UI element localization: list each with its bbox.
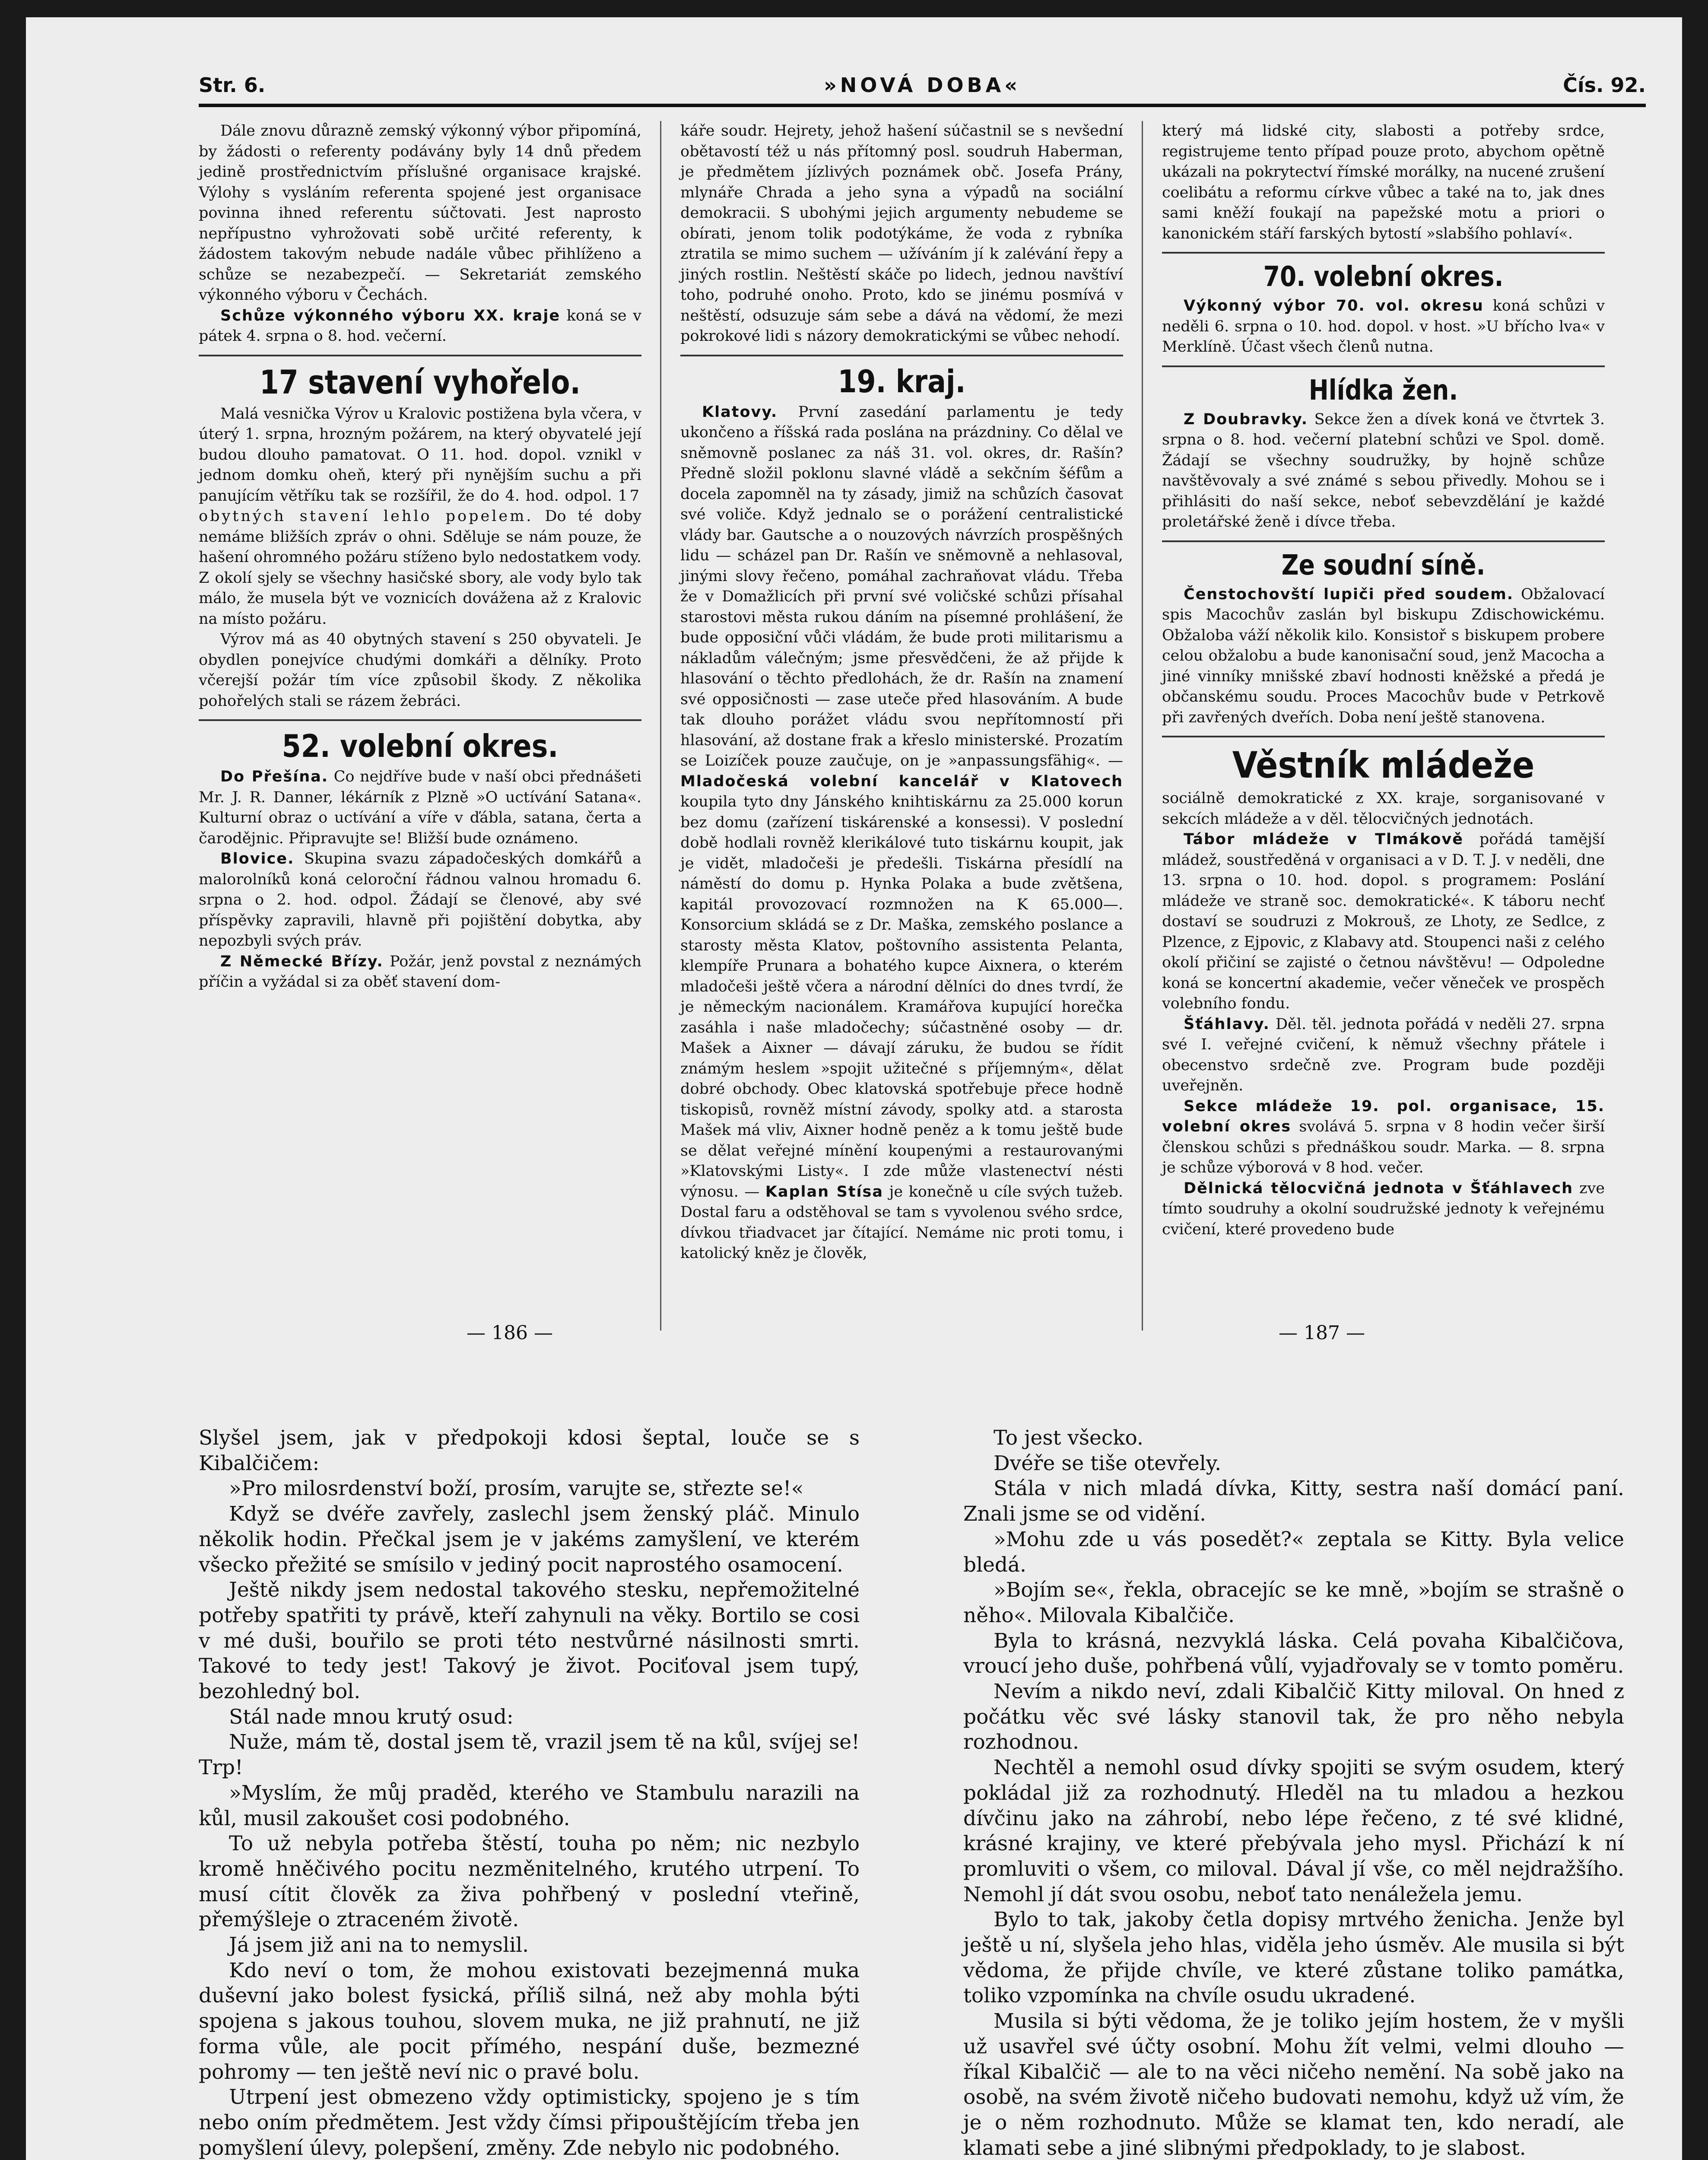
paragraph-text: je konečně u cíle svých tužeb. Dostal faru a odstěhoval se tam s vyvolenou svého srdce, dívkou třiadvacet jar čítající. Nemáme nic proti tomu, i katolický kněz je člověk,	[680, 1183, 1123, 1262]
bold-lead: Sekce mládeže 19. pol. organisace, 15. volební okres	[1162, 1097, 1605, 1135]
spaced-text: 17 obytných stavení lehlo popelem.	[199, 487, 641, 525]
paragraph-text: Děl. těl. jednota pořádá v neděli 27. srpna své I. veřejné cvičení, k němuž všechny přátele i obecenstvo srdečně zve. Program bude později uveřejněn.	[1162, 1015, 1605, 1094]
page-number-label: Str. 6.	[199, 73, 266, 97]
page-header	[199, 73, 1646, 107]
paragraph-text: zve tímto soudruhy a okolní soudružské jednoty k veřejnému cvičení, které provedeno bude	[1162, 1179, 1605, 1238]
bold-lead: Dělnická tělocvičná jednota v Šťáhlavech	[1184, 1179, 1574, 1197]
bold-lead: Z Doubravky.	[1184, 410, 1308, 428]
column-rule	[660, 121, 661, 1331]
story-paragraph: Utrpení jest obmezeno vždy optimisticky, spojeno je s tím nebo oním předmětem. Jest vždy čímsi připouštějícím třeba jen pomyšlení úlevy, polepšení, změny. Zde nebylo nic podobného.	[199, 2085, 860, 2160]
paragraph-text: Co nejdříve bude v naší obci přednášeti Mr. J. R. Danner, lékárník z Plzně »O uctívání Satana«. Kulturní obraz o uctívání a víře v ďábla, satana, čerta a čarodějnic. Připravujte se! Bližší bude oznámeno.	[199, 768, 641, 847]
bold-lead: Mladočeská volební kancelář v Klatovech	[680, 772, 1123, 790]
paragraph: který má lidské city, slabosti a potřeby srdce, registrujeme tento případ pouze proto, abychom opětně ukázali na pokrytectví římské morálky, na nucené zrušení coelibátu a reformu církve vůbec a také na to, jak dnes sami kněží foukají na papežské motu a priori o kanonickém stáří farských bytostí »slabšího pohlaví«.	[1162, 122, 1605, 242]
headline-vestnik-mladeze: Věstník mládeže	[1232, 744, 1535, 786]
paragraph-text: Do té doby nemáme bližších zpráv o ohni. Sděluje se nám pouze, že hašení ohromného požáru stíženo bylo nedostatkem vody. Z okolí sjely se všechny hasičské sbory, ale vody bylo tak málo, že musela být ve voznicích dovážena až z Kralovic na místo požáru.	[199, 508, 641, 628]
bold-lead: Schůze výkonného výboru XX. kraje	[220, 307, 561, 324]
story-paragraph: »Mohu zde u vás posedět?« zeptala se Kitty. Byla velice bledá.	[963, 1527, 1624, 1577]
story-paragraph: Nechtěl a nemohl osud dívky spojiti se svým osudem, který pokládal již za rozhodnutý. Hleděl na tu mladou a hezkou dívčinu jako na záhrobí, nebo lépe řečeno, z té své klidné, krásné krajiny, ve které přebývala jeho mysl. Přichází k ní promluviti o všem, co miloval. Dával jí vše, co měl nejdražšího. Nemohl jí dát svou osobu, neboť tato nenáležela jemu.	[963, 1756, 1624, 1906]
subheading: sociálně demokratické z XX. kraje, sorganisované v sekcích mládeže a v děl. tělocvičných jednotách.	[1162, 790, 1605, 828]
bold-lead: Blovice.	[220, 850, 295, 867]
story-column-right	[963, 1426, 1624, 2160]
paragraph-text: Malá vesnička Výrov u Kralovic postižena byla včera, v úterý 1. srpna, hrozným požárem, na který obyvatelé její budou dlouho pamatovat. O 11. hod. dopol. vznikl v jednom domku oheň, který při nynějším suchu a při panujícím větříku tak se rozšířil, že do 4. hod. odpol.	[199, 405, 641, 505]
story-paragraph: Bylo to tak, jakoby četla dopisy mrtvého ženicha. Jenže byl ještě u ní, slyšela jeho hlas, viděla jeho úsměv. Ale musila si být vědoma, že přijde chvíle, ve které zůstane toliko památka, toliko vzpomínka na chvíle osudu ukradené.	[963, 1908, 1624, 2008]
paragraph-text: Sekce žen a dívek koná ve čtvrtek 3. srpna o 8. hod. večerní platební schůzi ve Spol. domě. Žádají se všechny soudružky, by hojně schůze navštěvovaly a své známé s sebou přivedly. Mohou se i přihlásiti do naší sekce, neboť sebevzdělání je každé proletářské ženě i dívce třeba.	[1162, 410, 1605, 530]
bold-lead: Klatovy.	[702, 403, 778, 421]
divider	[1162, 365, 1605, 367]
column-1	[199, 121, 641, 993]
paragraph-text: koupila tyto dny Jánského knihtiskárnu za 25.000 korun bez domu (zařízení tiskárenské a konsessi). V poslední době hodlali rovněž klerikálové tuto tiskárnu koupit, jak je vidět, mladočeši je předešli. Tiskárna přesídlí na náměstí do domu p. Hynka Polaka a bude zvětšena, kapitál provozovací rozmnožen na K 65.000—. Konsorcium skládá se z Dr. Maška, zemského poslance a starosty města Klatov, poštovního assistenta Pelanta, klempíře Prunara a bohatého kupce Aixnera, o kterém mladočeši ještě včera a národní dělníci do dnes tvrdí, že je německým nacionálem. Kramářova kupující horečka zasáhla i naše mladočechy; súčastněné osoby — dr. Mašek a Aixner — dávají záruku, že budou se řídit známým heslem »spojit užitečné s příjemným«, dělat dobré obchody. Obec klatovská spotřebuje přece hodně tiskopisů, rovněž místní závody, spolky atd. a starosta Mašek má vliv, Aixner hodně peněz a k tomu ještě bude se dělat veřejné mínění koupenými a restaurovanými »Klatovskými Listy«. I zde může vlastenectví nésti výnosu. —	[680, 793, 1123, 1201]
paragraph-text: První zasedání parlamentu je tedy ukončeno a říšská rada poslána na prázdniny. Co dělal ve sněmovně poslanec za náš 31. vol. okres, dr. Rašín? Předně složil poklonu slavné vládě a sekčním šéfům a docela zapomněl na ty zásady, jimiž na schůzích časovat své voliče. Když jednalo se o porážení centralistické vlády bar. Gautsche a o nouzových návrzích prospěšných lidu — scházel pan Dr. Rašín ve sněmovně a nehlasoval, jinými slovy řečeno, pomáhal zachraňovat vládu. Třeba že v Domažlicích při první své voličské schůzi přísahal starostovi města rukou dáním na písemné prohlášení, že bude opposiční vůči vládám, že bude proti militarismu a nákladům válečným; jsme přesvědčeni, že až přijde k hlasování o těchto předlohách, že dr. Rašín na znamení své opposičnosti — zase uteče před hlasováním. A bude tak dlouho porážet vládu svou nepřítomností při hlasování, až dostane frak a křeslo ministerské. Prozatím se Loizíček pouze zaučuje, on je »anpassungsfähig«. —	[680, 403, 1123, 769]
paragraph: Výrov má as 40 obytných stavení s 250 obyvateli. Je obydlen ponejvíce chudými domkáři a dělníky. Proto včerejší požár tím více způsobil škody. Z několika pohořelých stali se rázem žebráci.	[199, 631, 641, 710]
page-number-left: — 186 —	[467, 1322, 553, 1344]
story-paragraph: Dvéře se tiše otevřely.	[994, 1451, 1222, 1475]
divider	[1162, 736, 1605, 737]
story-paragraph: Stála v nich mladá dívka, Kitty, sestra naší domácí paní. Znali jsme se od vidění.	[963, 1477, 1624, 1526]
paragraph-text: Požár, jenž povstal z neznámých příčin a vyžádal si za oběť stavení dom-	[199, 953, 641, 991]
paragraph-text: koná schůzi v neděli 6. srpna o 10. hod. dopol. v host. »U břícho lva« v Merklíně. Účast všech členů nutna.	[1162, 297, 1605, 356]
headline-kraj-19: 19. kraj.	[838, 363, 966, 400]
paragraph: káře soudr. Hejrety, jehož hašení súčastnil se s nevšední obětavostí též u nás přítomný posl. soudruh Haberman, je předmětem jízlivých poznámek obč. Josefa Prány, mlynáře Chrada a jeho syna a výpadů na sociální demokracii. S ubohými jejich argumenty nebudeme se obírati, jenom tolik podotýkáme, že voda z rybníka ztratila se mimo suchem — užíváním jí k zalévání řepy a jiných rostlin. Neštěstí skáče po lidech, jednou navštíví toho, podruhé onoho. Proto, kdo se jinému posmívá v neštěstí, odsuzuje sám sebe a dává na vědomí, že mezi pokrokové lidi s názory demokratickými se vůbec nehodí.	[680, 122, 1123, 345]
paragraph-text: Skupina svazu západočeských domkářů a malorolníků koná celoroční řádnou valnou hromadu 6. srpna o 2. hod. odpol. Žádají se členové, aby své příspěvky zapravili, hlavně při pojištění dobytka, aby nepozbyli svých práv.	[199, 850, 641, 950]
story-paragraph: To jest všecko.	[994, 1426, 1143, 1450]
divider	[1162, 252, 1605, 254]
story-paragraph: To už nebyla potřeba štěstí, touha po něm; nic nezbylo kromě hněčivého pocitu nezměnitelného, krutého utrpení. To musí cítit člověk za živa pohřbený v poslední vteřině, přemýšleje o ztraceném životě.	[199, 1832, 860, 1932]
bold-lead: Výkonný výbor 70. vol. okresu	[1184, 297, 1484, 314]
column-3	[1162, 121, 1605, 1240]
story-paragraph: Musila si býti vědoma, že je toliko jejím hostem, že v myšli už usavřel své účty osobní. Mohu žít velmi, velmi dlouho — říkal Kibalčič — ale to na věci ničeho nemění. Na sobě jako na osobě, na svém životě ničeho budovati nemohu, když už vím, že je o něm rozhodnuto. Může se klamat ten, kdo neradí, ale klamati sebe a jiné slibnými předpoklady, to je slabost.	[963, 2009, 1624, 2160]
story-paragraph: Nuže, mám tě, dostal jsem tě, vrazil jsem tě na kůl, svíjej se! Trp!	[199, 1730, 860, 1780]
story-paragraph: Stál nade mnou krutý osud:	[229, 1705, 514, 1729]
story-paragraph: »Bojím se«, řekla, obracejíc se ke mně, »bojím se strašně o něho«. Milovala Kibalčiče.	[963, 1578, 1624, 1627]
divider	[680, 355, 1123, 356]
paragraph: Dále znovu důrazně zemský výkonný výbor připomíná, by žádosti o referenty podávány byly 14 dnů předem jedině prostřednictvím příslušné organisace krajské. Výlohy s vysláním referenta spojené jest organisace povinna ihned referentu súčtovati. Jest naprosto nepřípustno vyhrožovati sobě určité referenty, k žádostem takovým nebude nadále vůbec přihlíženo a schůze se nezabezpečí. — Sekretariát zemského výkonného výboru v Čechách.	[199, 122, 641, 304]
headline-okres-52: 52. volební okres.	[282, 728, 559, 764]
story-paragraph: Ještě nikdy jsem nedostal takového stesku, nepřemožitelné potřeby spatřiti ty právě, kteří zahynuli na věky. Bortilo se cosi v mé duši, bouřilo se proti této nestvůrné násilnosti smrti. Takové to tedy jest! Takový je život. Pociťoval jsem tupý, bezohledný bol.	[199, 1578, 860, 1704]
story-paragraph: »Myslím, že můj praděd, kterého ve Stambulu narazili na kůl, musil zakoušet cosi podobného.	[199, 1781, 860, 1830]
story-paragraph: Já jsem již ani na to nemyslil.	[229, 1933, 529, 1957]
story-paragraph: Byla to krásná, nezvyklá láska. Celá povaha Kibalčičova, vroucí jeho duše, pohřbená vůlí, vyjadřovaly se v tomto poměru.	[963, 1629, 1624, 1678]
story-paragraph: Nevím a nikdo neví, zdali Kibalčič Kitty miloval. On hned z počátku věc své lásky stanovil tak, že pro něho nebyla rozhodnou.	[963, 1680, 1624, 1754]
paragraph-text: pořádá tamější mládež, soustředěná v organisaci a v D. T. J. v neděli, dne 13. srpna o 10. hod. dopol. s programem: Poslání mládeže ve straně soc. demokratické«. K táboru nechť dostaví se soudruzi z Mokrouš, ze Lhoty, ze Sedlce, z Plzence, z Ejpovic, z Klabavy atd. Stoupenci naši z celého okolí přičiní se zajisté o četnou návštěvu! — Odpoledne koná se koncertní akademie, večer věneček ve prospěch volebního fondu.	[1162, 831, 1605, 1012]
divider	[1162, 540, 1605, 542]
bold-lead: Šťáhlavy.	[1184, 1015, 1270, 1033]
newspaper-sheet	[26, 17, 1682, 2160]
headline-okres-70: 70. volební okres.	[1263, 261, 1504, 293]
story-column-left	[199, 1426, 860, 2160]
paragraph-text: svolává 5. srpna v 8 hodin večer širší členskou schůzi s přednáškou soudr. Marka. — 8. srpna je schůze výborová v 8 hod. večer.	[1162, 1118, 1605, 1176]
story-paragraph: Když se dvéře zavřely, zaslechl jsem ženský pláč. Minulo několik hodin. Přečkal jsem je v jakéms zamyšlení, ve kterém všecko přežité se smísilo v jediný pocit naprostého osamocení.	[199, 1502, 860, 1577]
story-paragraph: »Pro milosrdenství boží, prosím, varujte se, střezte se!«	[229, 1477, 804, 1501]
headline-fire: 17 stavení vyhořelo.	[259, 362, 581, 401]
bold-lead: Tábor mládeže v Tlmákově	[1184, 831, 1464, 848]
page-186-newspaper	[199, 52, 1646, 1331]
column-rule	[1142, 121, 1143, 1331]
bold-lead: Kaplan Stísa	[765, 1183, 883, 1201]
divider	[199, 355, 641, 356]
bold-lead: Z Německé Břízy.	[220, 953, 384, 970]
story-paragraph: Kdo neví o tom, že mohou existovati bezejmenná muka duševní jako bolest fysická, příliš silná, než aby mohla býti spojena s jakous touhou, slovem muka, ne již prahnutí, ne již forma vůle, ale pocit přímého, nespání duše, bezmezné pohromy — ten ještě neví nic o pravé bolu.	[199, 1958, 860, 2084]
issue-number: Čís. 92.	[1563, 73, 1646, 97]
divider	[199, 719, 641, 721]
page-187-story	[199, 1322, 1646, 2160]
story-paragraph: Slyšel jsem, jak v předpokoji kdosi šeptal, louče se s Kibalčičem:	[199, 1426, 860, 1475]
bold-lead: Do Přešína.	[220, 768, 329, 785]
column-2	[680, 121, 1123, 1264]
paragraph-text: koná se v pátek 4. srpna o 8. hod. večerní.	[199, 307, 642, 345]
headline-hlidka-zen: Hlídka žen.	[1308, 374, 1458, 407]
paragraph-text: Obžalovací spis Macochův zaslán byl biskupu Zdischowickému. Obžaloba váží několik kilo. Konsistoř s biskupem probere celou obžalobu a bude kanonisační soud, jenž Macocha a jiné vinníky mnišské zbaví hodnosti kněžské a předá je občanskému soudu. Proces Macochův bude v Petrkově při zavřených dveřích. Doba není ještě stanovena.	[1162, 585, 1605, 726]
bold-lead: Čenstochovští lupiči před soudem.	[1184, 585, 1514, 603]
page-number-right: — 187 —	[1279, 1322, 1365, 1344]
headline-soudni-sin: Ze soudní síně.	[1281, 549, 1486, 581]
masthead-title: »NOVÁ DOBA«	[824, 73, 1021, 97]
